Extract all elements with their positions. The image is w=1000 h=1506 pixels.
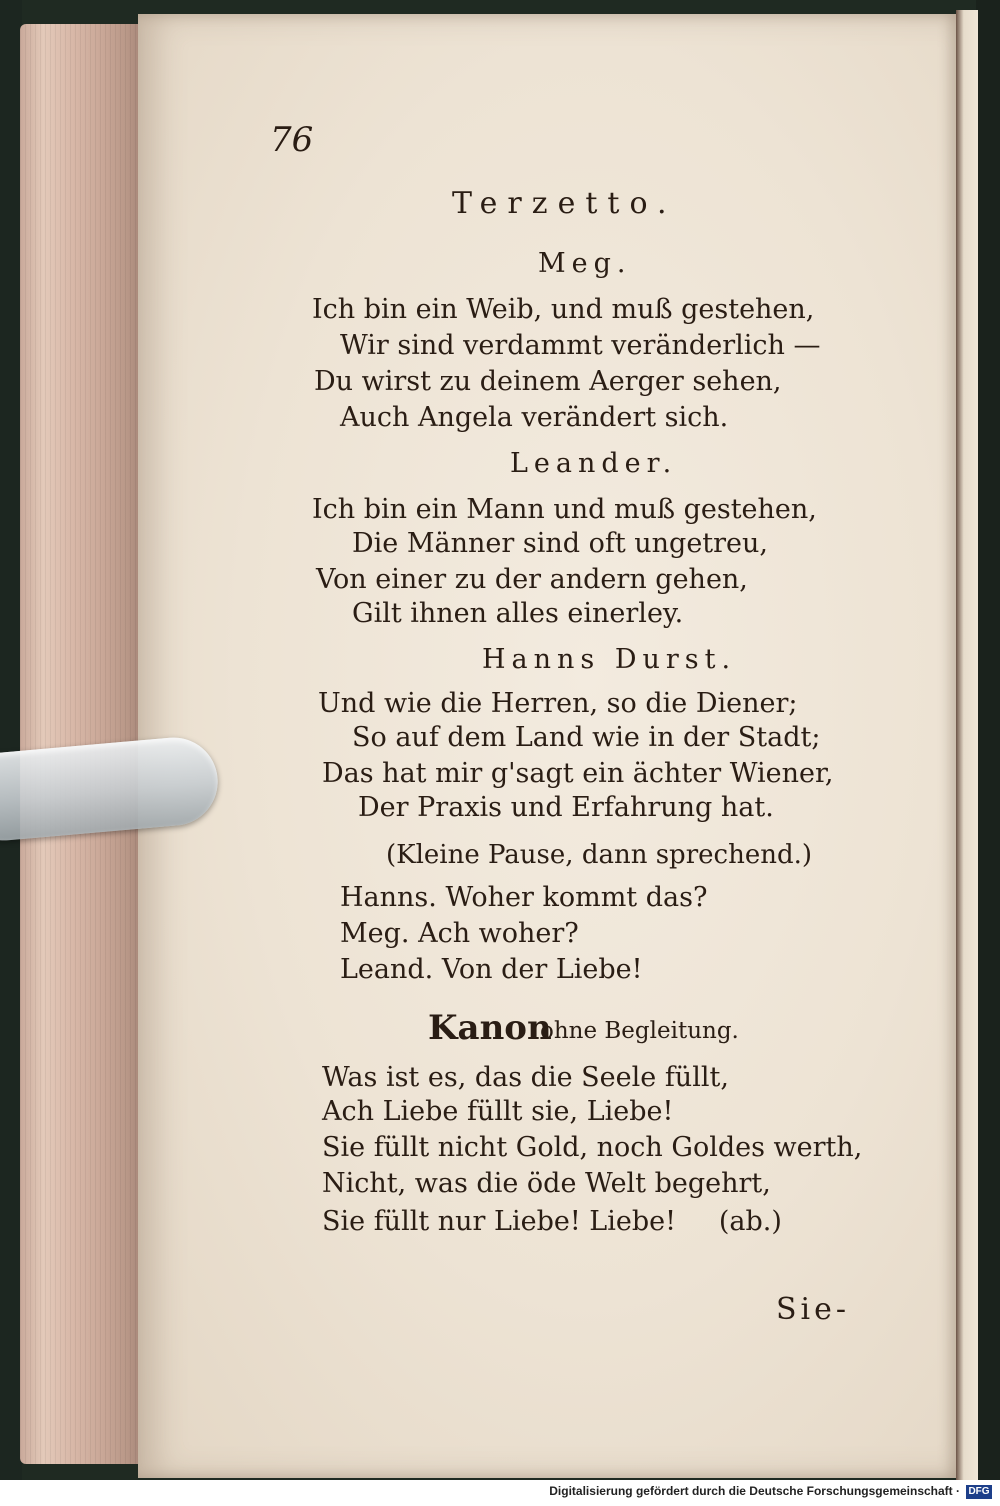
verse-line: Du wirst zu deinem Aerger sehen, — [314, 366, 782, 397]
dfg-logo-icon: DFG — [966, 1485, 992, 1499]
dialogue-line: Meg. Ach woher? — [340, 918, 579, 949]
kanon-line: Sie füllt nur Liebe! Liebe! (ab.) — [322, 1206, 782, 1237]
verse-line: So auf dem Land wie in der Stadt; — [352, 722, 821, 753]
kanon-subtitle: ohne Begleitung. — [540, 1018, 739, 1044]
kanon-line: Sie füllt nicht Gold, noch Goldes werth, — [322, 1132, 863, 1163]
verse-line: Ich bin ein Weib, und muß gestehen, — [312, 294, 815, 325]
verse-line: Auch Angela verändert sich. — [340, 402, 729, 433]
speaker-meg: Meg. — [538, 248, 632, 279]
stage-direction: (Kleine Pause, dann sprechend.) — [386, 840, 813, 870]
kanon-heading: Kanon — [428, 1008, 552, 1048]
verse-line: Von einer zu der andern gehen, — [316, 564, 748, 595]
verse-line: Und wie die Herren, so die Diener; — [318, 688, 798, 719]
kanon-line: Nicht, was die öde Welt begehrt, — [322, 1168, 771, 1199]
verse-line: Der Praxis und Erfahrung hat. — [358, 792, 774, 823]
verse-line: Wir sind verdammt veränderlich — — [340, 330, 821, 361]
kanon-line: Was ist es, das die Seele füllt, — [322, 1062, 729, 1093]
scanner-background-right — [976, 0, 1000, 1480]
kanon-line: Ach Liebe füllt sie, Liebe! — [322, 1096, 674, 1127]
verse-line: Ich bin ein Mann und muß gestehen, — [312, 494, 817, 525]
footer-credit: Digitalisierung gefördert durch die Deutsche Forschungsgemeinschaft · — [549, 1484, 960, 1498]
facing-page-edge — [956, 10, 978, 1480]
scanner-background-left — [0, 0, 22, 1480]
speaker-hanns-durst: Hanns Durst. — [482, 644, 737, 675]
verse-line: Die Männer sind oft ungetreu, — [352, 528, 769, 559]
speaker-leander: Leander. — [510, 448, 678, 479]
verse-line: Gilt ihnen alles einerley. — [352, 598, 684, 629]
dialogue-line: Hanns. Woher kommt das? — [340, 882, 708, 913]
page-number: 76 — [270, 120, 314, 160]
verse-line: Das hat mir g'sagt ein ächter Wiener, — [322, 758, 834, 789]
catchword: Sie- — [776, 1292, 851, 1327]
section-title: Terzetto. — [452, 186, 677, 221]
dialogue-line: Leand. Von der Liebe! — [340, 954, 643, 985]
footer-bar — [0, 1480, 1000, 1506]
